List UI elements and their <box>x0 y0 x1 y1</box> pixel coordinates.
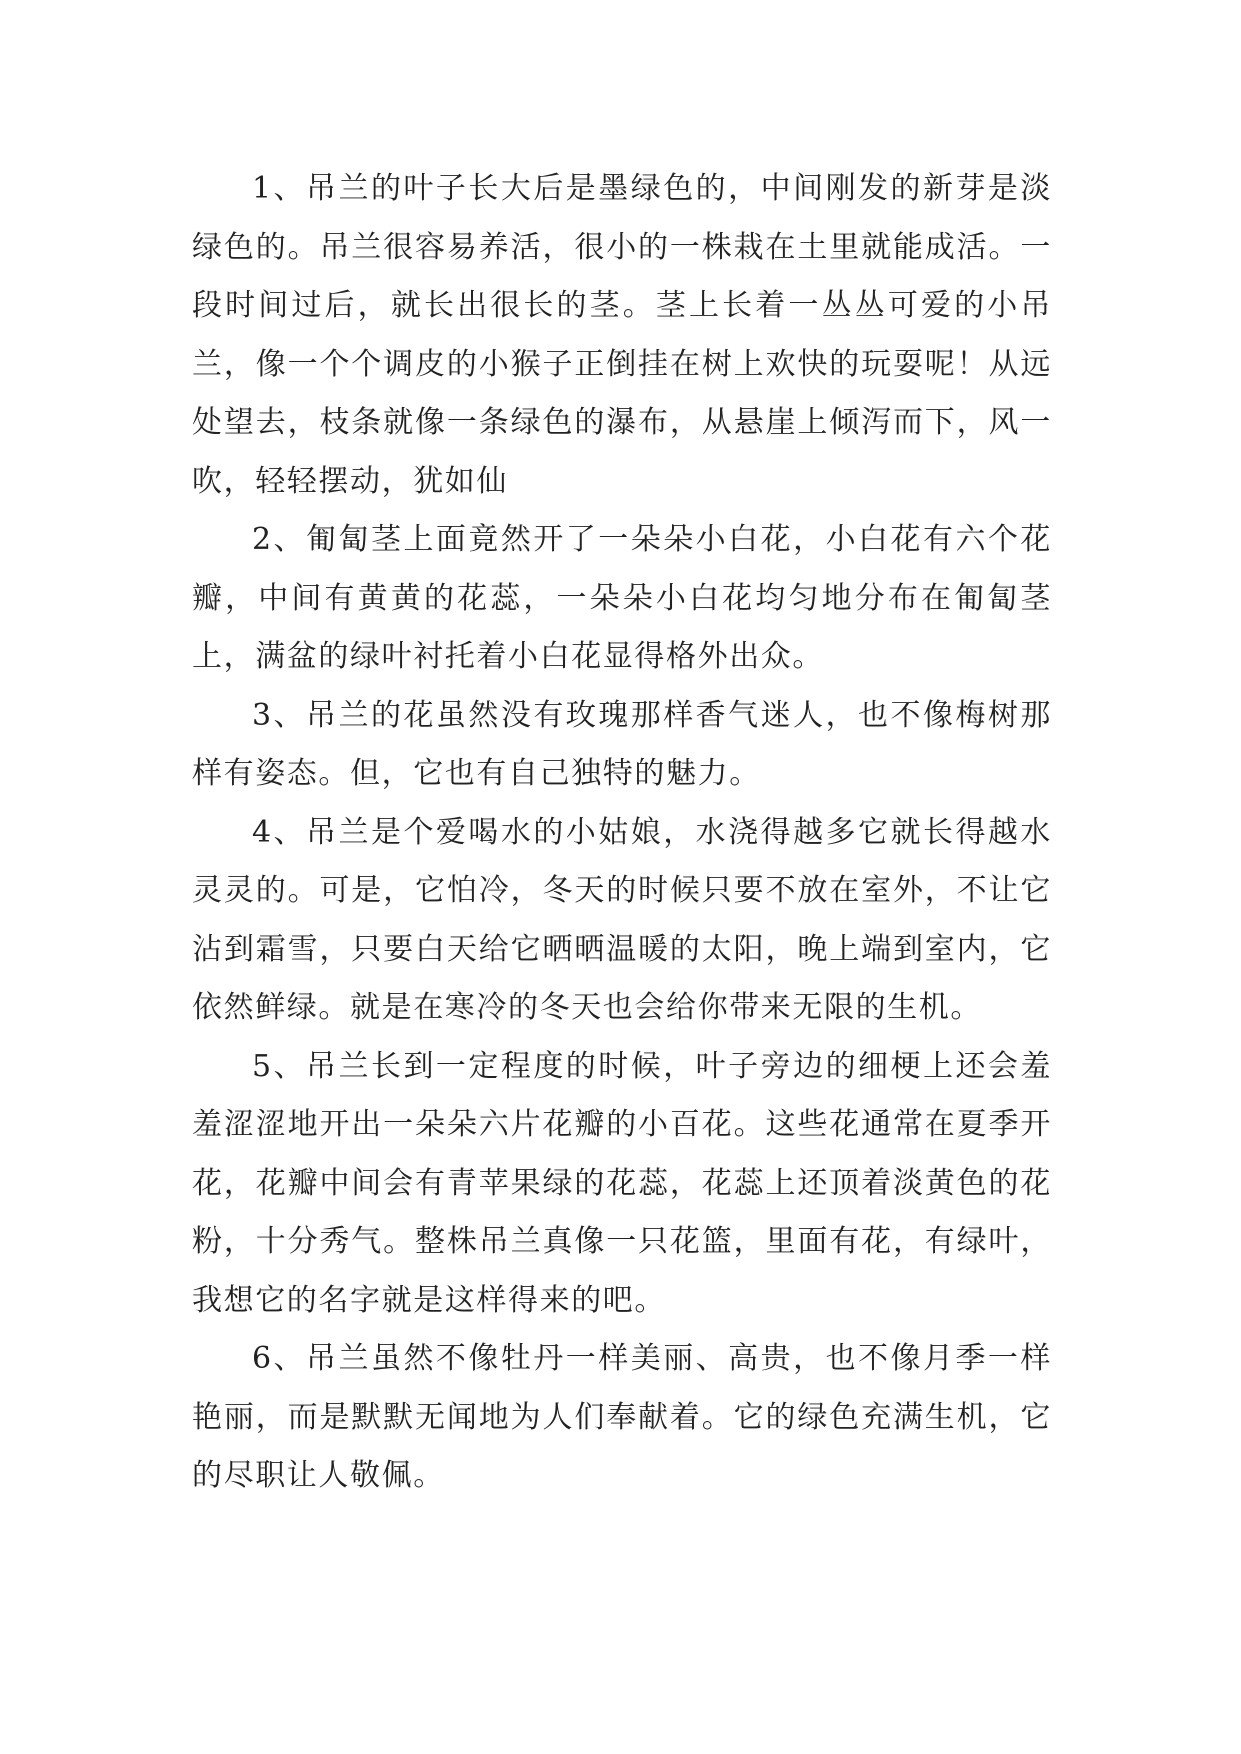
paragraph-2: 2、匍匐茎上面竟然开了一朵朵小白花，小白花有六个花瓣，中间有黄黄的花蕊，一朵朵小白花均匀地分布在匍匐茎上，满盆的绿叶衬托着小白花显得格外出众。 <box>192 522 1052 674</box>
paragraph-6: 6、吊兰虽然不像牡丹一样美丽、高贵，也不像月季一样艳丽，而是默默无闻地为人们奉献着。它的绿色充满生机，它的尽职让人敬佩。 <box>192 1341 1052 1493</box>
paragraph-3: 3、吊兰的花虽然没有玫瑰那样香气迷人，也不像梅树那样有姿态。但，它也有自己独特的魅力。 <box>192 697 1052 791</box>
paragraph-1: 1、吊兰的叶子长大后是墨绿色的，中间刚发的新芽是淡绿色的。吊兰很容易养活，很小的一株栽在土里就能成活。一段时间过后，就长出很长的茎。茎上长着一丛丛可爱的小吊兰，像一个个调皮的小猴子正倒挂在树上欢快的玩耍呢！从远处望去，枝条就像一条绿色的瀑布，从悬崖上倾泻而下，风一吹，轻轻摆动，犹如仙 <box>192 171 1052 499</box>
document-body <box>192 160 1052 1506</box>
paragraph-4: 4、吊兰是个爱喝水的小姑娘，水浇得越多它就长得越水灵灵的。可是，它怕冷，冬天的时候只要不放在室外，不让它沾到霜雪，只要白天给它晒晒温暖的太阳，晚上端到室内，它依然鲜绿。就是在寒冷的冬天也会给你带来无限的生机。 <box>192 814 1052 1025</box>
paragraph-5: 5、吊兰长到一定程度的时候，叶子旁边的细梗上还会羞羞涩涩地开出一朵朵六片花瓣的小百花。这些花通常在夏季开花，花瓣中间会有青苹果绿的花蕊，花蕊上还顶着淡黄色的花粉，十分秀气。整株吊兰真像一只花篮，里面有花，有绿叶，我想它的名字就是这样得来的吧。 <box>192 1048 1052 1318</box>
